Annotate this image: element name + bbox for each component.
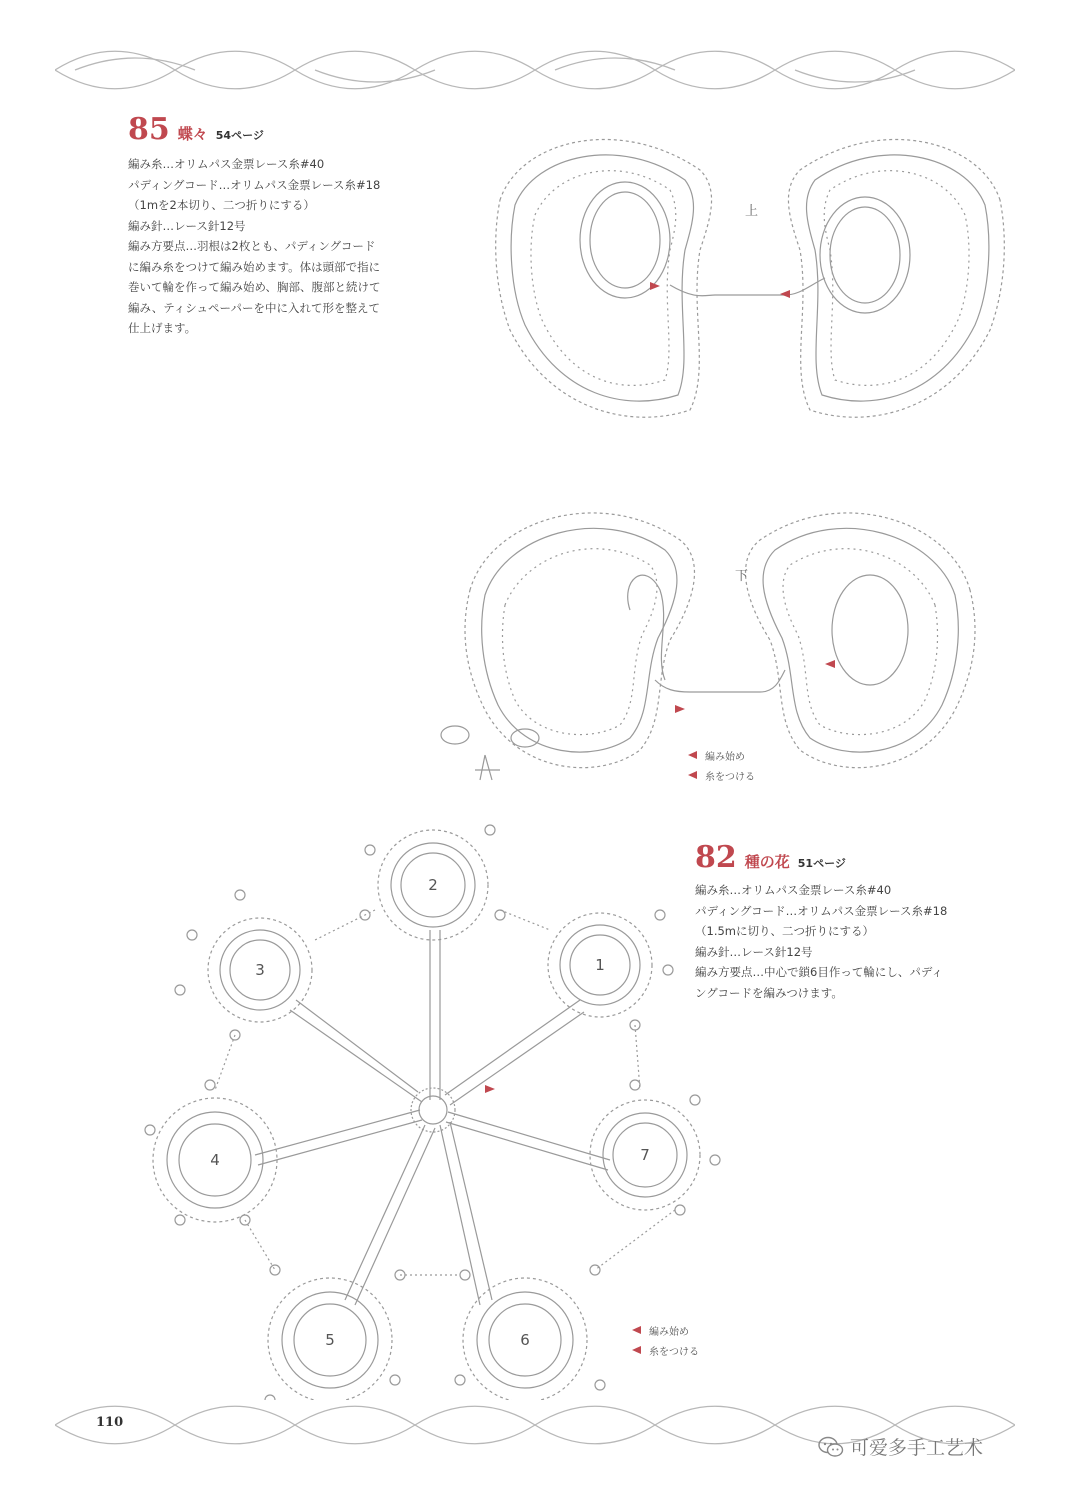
petal-number: 2 [428,876,438,894]
join-arrow-icon [632,1346,641,1354]
instruction-line: 仕上げます。 [128,321,197,335]
pattern-82-legend [632,1320,699,1360]
start-arrow-icon [632,1326,641,1334]
petal-number: 3 [255,961,265,979]
legend-start-label: 編み始め [705,751,745,763]
legend-item-join [688,765,755,785]
instruction-line: 編み方要点…羽根は2枚とも、パディングコード [128,239,376,253]
instruction-line: 編み糸…オリムパス金票レース糸#40 [128,157,325,171]
legend-item-start [688,745,755,765]
lower-wing-label: 下 [735,569,749,584]
instruction-line: （1mを2本切り、二つ折りにする） [128,198,315,212]
legend-item-start [632,1320,699,1340]
flower-stems [255,930,610,1305]
pattern-82-page-ref: 51ページ [797,857,846,870]
petal-number: 4 [210,1151,220,1169]
pattern-85-legend [688,745,755,785]
pattern-85-title [128,112,264,147]
petal-number: 7 [640,1146,650,1164]
pattern-85-name: 蝶々 [177,125,208,143]
upper-wing-label: 上 [745,204,759,219]
instruction-line: （1.5mに切り、二つ折りにする） [695,924,874,938]
page-number: 110 [96,1415,124,1430]
petal-rings [153,830,700,1400]
instruction-line: パディングコード…オリムパス金票レース糸#18 [128,177,381,192]
pattern-85-page-ref: 54ページ [215,129,264,142]
instruction-line: 巻いて輪を作って編み始め、胸部、腹部と続けて [128,280,381,294]
legend-item-join [632,1340,699,1360]
instruction-line: 編み方要点…中心で鎖6目作って輪にし、パディ [695,965,943,979]
legend-join-label: 糸をつける [649,1346,699,1358]
join-arrow-icon [688,771,697,779]
petal-number: 6 [520,1331,530,1349]
legend-start-label: 編み始め [649,1326,689,1338]
pattern-82-name: 種の花 [744,853,790,871]
petal-number: 5 [325,1331,335,1349]
instruction-line: 編み、ティシュペーパーを中に入れて形を整えて [128,300,380,315]
pattern-82-number: 82 [695,840,737,875]
instruction-line: 編み針…レース針12号 [695,944,813,959]
instruction-line: に編み糸をつけて編み始めます。体は頭部で指に [128,259,381,274]
petal-number: 1 [595,956,605,974]
instruction-line: 編み針…レース針12号 [128,218,246,233]
start-arrow-icon [688,751,697,759]
legend-join-label: 糸をつける [705,771,755,783]
butterfly-upper-wings-diagram [480,110,1020,460]
flower-diagram [140,800,740,1400]
top-ornament-border [55,40,1015,100]
watermark [818,1433,983,1460]
instruction-line: パディングコード…オリムパス金票レース糸#18 [695,903,948,918]
picots [145,825,720,1400]
pattern-85-number: 85 [128,112,170,147]
wechat-icon [818,1436,844,1458]
watermark-text: 可爱多手工艺术 [850,1437,984,1459]
instruction-line: 編み糸…オリムパス金票レース糸#40 [695,883,892,897]
pattern-85-instructions [128,154,381,339]
instruction-line: ングコードを編みつけます。 [695,985,843,1000]
